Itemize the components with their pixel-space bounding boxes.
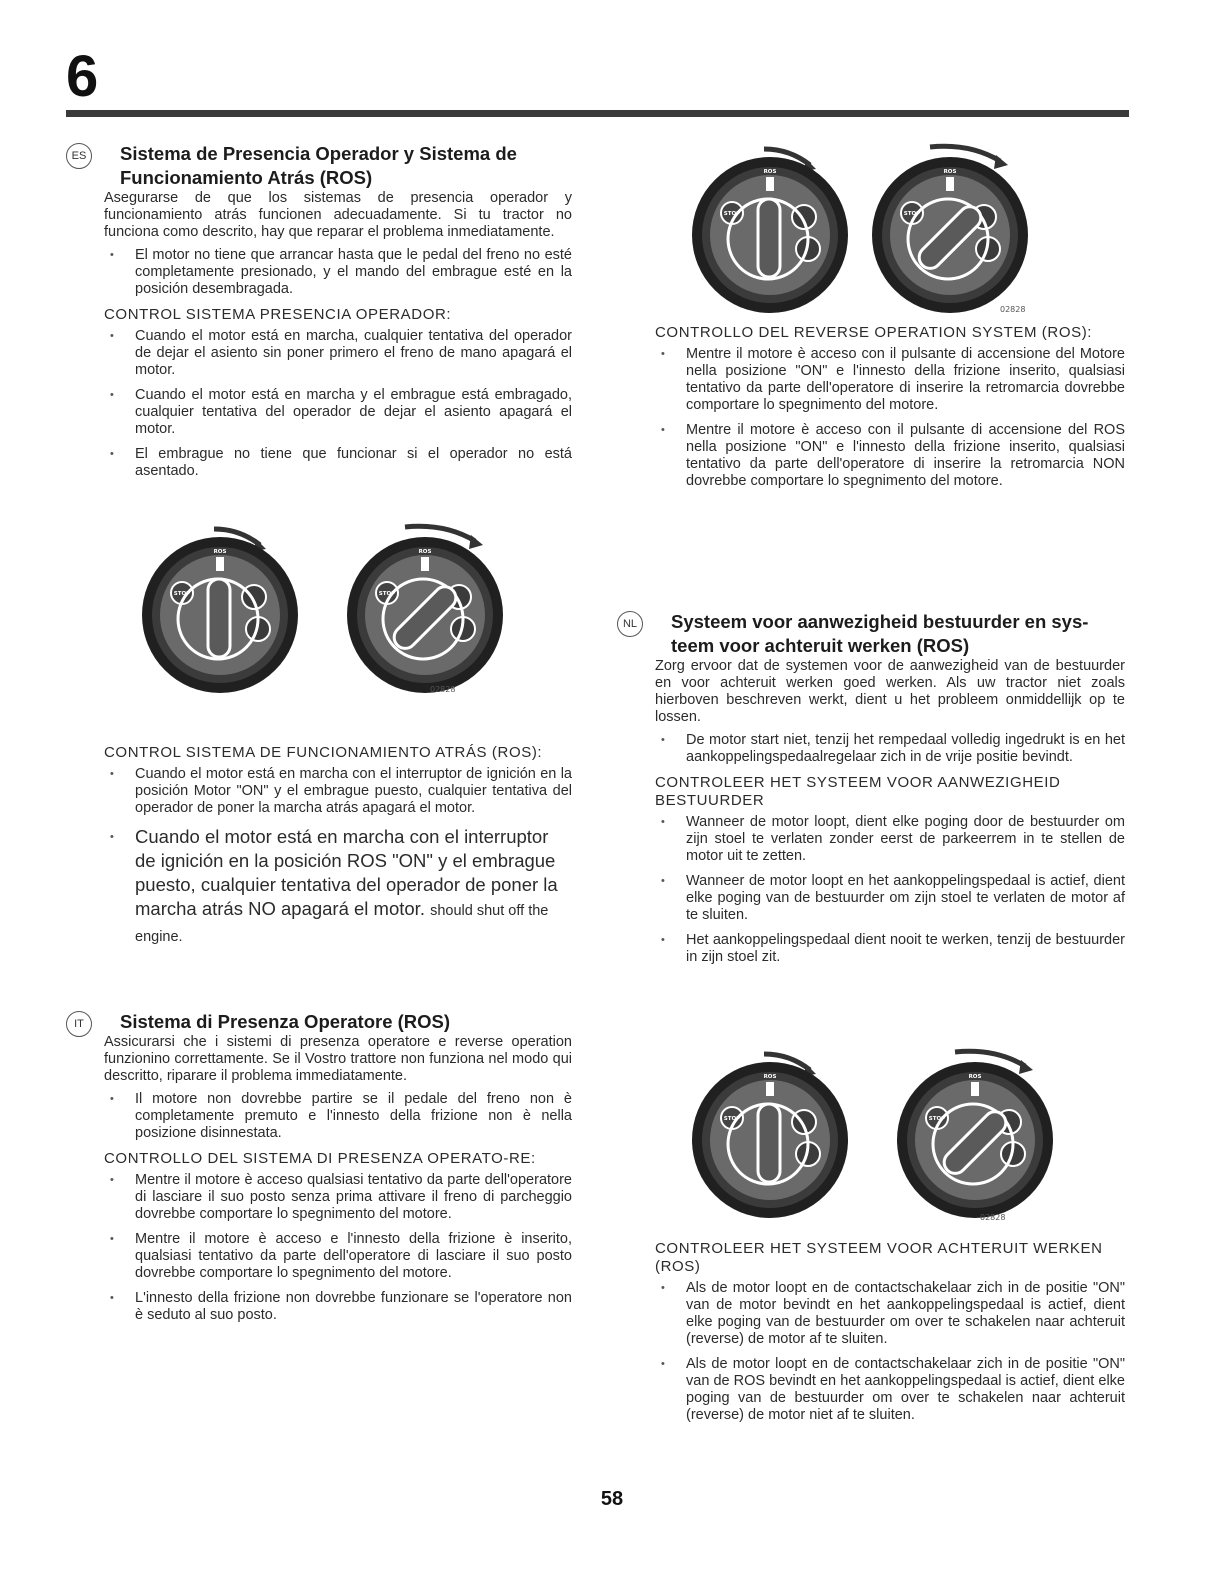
section-nl-title: NL Systeem voor aanwezigheid bestuurder en sys- teem voor achteruit werken (ROS) — [655, 610, 1125, 658]
ignition-switch-ros-icon — [897, 1051, 1053, 1218]
ignition-switch-engine-icon — [692, 1054, 848, 1218]
ignition-switch-ros-icon — [872, 146, 1028, 313]
section-es-intro: Asegurarse de que los sistemas de presencia operador y funcionamiento atrás funcionen adecuadamente. Si tu tractor no funciona como descrito, hay que reparar el problema inmediatamente. — [104, 190, 572, 240]
header-rule — [66, 110, 1129, 117]
list-item: • Cuando el motor está en marcha con el interruptor de ignición en la posición Motor "ON" y el embrague puesto, cualquier tentativa del operador de poner la marcha atrás apagará el motor. — [104, 766, 572, 817]
list-item: • El motor no tiene que arrancar hasta que le pedal del freno no esté completamente presionado, y el mando del embrague esté en la posición desembragada. — [104, 247, 572, 298]
section-es-bullets3 — [104, 766, 572, 949]
svg-text:STOP: STOP — [723, 1116, 741, 1122]
section-nl-bullets1 — [655, 732, 1125, 766]
page-number: 58 — [600, 1488, 624, 1510]
list-item: • Mentre il motore è acceso qualsiasi tentativo da parte dell'operatore di lasciare il suo posto senza prima attivare il freno di parcheggio dovrebbe comportare lo spegnimento del motore. — [104, 1172, 572, 1223]
list-item: • Cuando el motor está en marcha y el embrague está embragado, cualquier tentativa del operador de dejar el asiento apagará el motor. — [104, 387, 572, 438]
section-it-bullets3 — [655, 346, 1125, 490]
language-badge-it: IT — [66, 1011, 92, 1037]
chapter-number: 6 — [66, 44, 99, 109]
svg-text:STOP: STOP — [928, 1116, 946, 1122]
list-item: • Het aankoppelingspedaal dient nooit te werken, tenzij de bestuurder in zijn stoel zit. — [655, 932, 1125, 966]
ignition-switch-engine-icon — [692, 149, 848, 313]
svg-text:ROS: ROS — [968, 1074, 982, 1080]
svg-text:STOP: STOP — [173, 591, 191, 597]
svg-text:ROS: ROS — [418, 549, 432, 555]
language-badge-es: ES — [66, 143, 92, 169]
svg-text:STOP: STOP — [378, 591, 396, 597]
figure-code: 02828 — [1000, 305, 1026, 314]
list-item: • Cuando el motor está en marcha, cualquier tentativa del operador de dejar el asiento sin poner primero el freno de mano apagará el motor. — [104, 328, 572, 379]
section-it-heading2: CONTROLLO DEL REVERSE OPERATION SYSTEM (ROS): — [655, 324, 1093, 341]
section-nl-heading2: CONTROLEER HET SYSTEEM VOOR ACHTERUIT WERKEN (ROS) — [655, 1240, 1103, 1275]
list-item: • Mentre il motore è acceso con il pulsante di accensione del ROS nella posizione "ON" e l'innesto della frizione inserito, qualsiasi tentativo da parte dell'operatore di inserire la retromarcia NON dovrebbe comportare lo spegnimento del motore. — [655, 422, 1125, 490]
ignition-switch-ros-icon — [347, 526, 503, 693]
list-item: • De motor start niet, tenzij het rempedaal volledig ingedrukt is en het aankoppelingspedaalregelaar zich in de vrije positie bevindt. — [655, 732, 1125, 766]
ignition-figure-1 — [660, 140, 1060, 320]
section-it — [74, 1010, 572, 1332]
section-nl-heading1: CONTROLEER HET SYSTEEM VOOR AANWEZIGHEID BESTUURDER — [655, 774, 1061, 809]
list-item: • El embrague no tiene que funcionar si el operador no está asentado. — [104, 446, 572, 480]
section-es-bullets2 — [104, 328, 572, 480]
section-es-bullets1 — [104, 247, 572, 298]
section-es-title: ES Sistema de Presencia Operador y Sistema de Funcionamiento Atrás (ROS) — [104, 142, 572, 190]
list-item: • Als de motor loopt en de contactschakelaar zich in de positie "ON" van de ROS bevindt en het aankoppelingspedaal is actief, dient elke poging van de bestuurder om over te schakelen naar achteruit (reverse) de motor niet af te sluiten. — [655, 1356, 1125, 1424]
section-nl-bullets2 — [655, 814, 1125, 966]
list-item: • Il motore non dovrebbe partire se il pedale del freno non è completamente premuto e l'innesto della frizione non è nella posizione disinnestata. — [104, 1091, 572, 1142]
section-es-heading2: CONTROL SISTEMA DE FUNCIONAMIENTO ATRÁS (ROS): — [104, 744, 543, 761]
list-item: • Cuando el motor está en marcha con el interruptor de ignición en la posición ROS "ON" y el embrague puesto, cualquier tentativa del operador de poner la marcha atrás NO apagará el motor. should shut off the engine. — [104, 825, 572, 949]
svg-text:STOP: STOP — [903, 211, 921, 217]
ignition-figure-3 — [660, 1040, 1060, 1225]
section-it-bullets2 — [104, 1172, 572, 1324]
section-es — [71, 142, 572, 488]
svg-text:STOP: STOP — [723, 211, 741, 217]
svg-text:ROS: ROS — [943, 169, 957, 175]
list-item: • Als de motor loopt en de contactschakelaar zich in de positie "ON" van de motor bevindt en het aankoppelingspedaal is actief, dient elke poging van de bestuurder om over te schakelen naar achteruit (reverse) de motor af te sluiten. — [655, 1280, 1125, 1348]
section-nl-ros — [655, 1236, 1125, 1432]
list-item: • Wanneer de motor loopt en het aankoppelingspedaal is actief, dient elke poging van de bestuurder om zijn stoel te verlaten de motor af te sluiten. — [655, 873, 1125, 924]
svg-text:ROS: ROS — [763, 169, 777, 175]
section-nl — [622, 610, 1125, 974]
svg-text:ROS: ROS — [213, 549, 227, 555]
section-es-heading1: CONTROL SISTEMA PRESENCIA OPERADOR: — [104, 306, 452, 323]
figure-code: 02828 — [980, 1213, 1006, 1222]
list-item: • Wanneer de motor loopt, dient elke poging door de bestuurder om zijn stoel te verlaten zonder eerst de parkeerrem in te stellen de motor uit te zetten. — [655, 814, 1125, 865]
section-it-ros — [655, 320, 1125, 498]
list-item: • L'innesto della frizione non dovrebbe funzionare se l'operatore non è seduto al suo posto. — [104, 1290, 572, 1324]
ignition-switch-engine-icon — [142, 529, 298, 693]
svg-text:ROS: ROS — [763, 1074, 777, 1080]
ignition-figure-2 — [110, 520, 510, 700]
section-es-ros — [104, 740, 572, 957]
section-it-intro: Assicurarsi che i sistemi di presenza operatore e reverse operation funzionino correttamente. Se il Vostro trattore non funziona nel modo qui descritto, riparare il problema immediatamente. — [104, 1034, 572, 1084]
section-nl-bullets3 — [655, 1280, 1125, 1424]
list-item: • Mentre il motore è acceso e l'innesto della frizione è inserito, qualsiasi tentativo da parte dell'operatore di lasciare il suo posto dovrebbe comportare lo spegnimento del motore. — [104, 1231, 572, 1282]
section-it-heading1: CONTROLLO DEL SISTEMA DI PRESENZA OPERATO-RE: — [104, 1150, 536, 1167]
section-it-bullets1 — [104, 1091, 572, 1142]
section-it-title: IT Sistema di Presenza Operatore (ROS) — [104, 1010, 572, 1034]
list-item: • Mentre il motore è acceso con il pulsante di accensione del Motore nella posizione "ON" e l'innesto della frizione inserito, qualsiasi tentativo da parte dell'operatore di inserire la retromarcia dovrebbe comportare lo spegnimento del motore. — [655, 346, 1125, 414]
language-badge-nl: NL — [617, 611, 643, 637]
section-nl-intro: Zorg ervoor dat de systemen voor de aanwezigheid van de bestuurder en voor achteruit werken goed werken. Als uw tractor niet zoals hierboven beschreven werkt, dient u het probleem onmiddellijk op te lossen. — [655, 658, 1125, 725]
figure-code: 02828 — [430, 685, 456, 694]
